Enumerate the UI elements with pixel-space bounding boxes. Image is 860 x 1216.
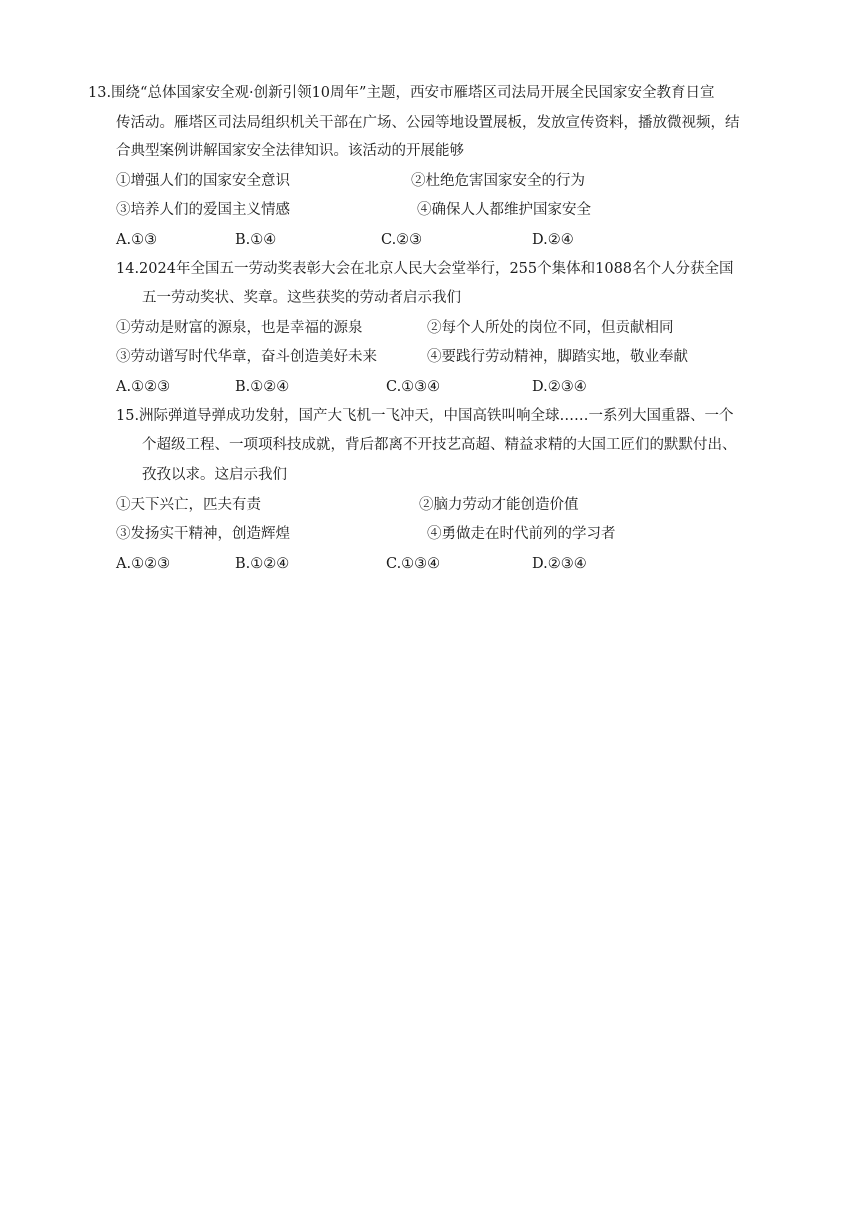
- question-15-choice-c[interactable]: C.①③④: [386, 556, 441, 572]
- question-14-stem-line-2: 五一劳动奖状、奖章。这些获奖的劳动者启示我们: [142, 290, 461, 306]
- question-14-choice-a[interactable]: A.①②③: [116, 379, 171, 395]
- question-14-statement-3: ③劳动谱写时代华章，奋斗创造美好未来: [116, 349, 377, 365]
- question-13-stem-line-1: 13.围绕“总体国家安全观·创新引领10周年”主题，西安市雁塔区司法局开展全民国家安全教育日宣: [88, 85, 715, 101]
- question-13-choice-a[interactable]: A.①③: [116, 232, 158, 248]
- question-15-choice-a[interactable]: A.①②③: [116, 556, 171, 572]
- question-15-statement-4: ④勇做走在时代前列的学习者: [427, 526, 616, 542]
- question-14-statement-2: ②每个人所处的岗位不同，但贡献相同: [427, 320, 674, 336]
- question-15-stem-line-2: 个超级工程、一项项科技成就，背后都离不开技艺高超、精益求精的大国工匠们的默默付出、: [142, 437, 737, 453]
- question-15-statement-1: ①天下兴亡，匹夫有责: [116, 497, 261, 513]
- question-15-stem-line-3: 孜孜以求。这启示我们: [142, 467, 287, 483]
- question-14-statement-1: ①劳动是财富的源泉，也是幸福的源泉: [116, 320, 363, 336]
- question-14-choice-c[interactable]: C.①③④: [386, 379, 441, 395]
- question-13-statement-3: ③培养人们的爱国主义情感: [116, 202, 290, 218]
- question-14-choice-b[interactable]: B.①②④: [235, 379, 290, 395]
- question-15-statement-2: ②脑力劳动才能创造价值: [419, 497, 579, 513]
- question-13-statement-2: ②杜绝危害国家安全的行为: [411, 173, 585, 189]
- question-14-stem-line-1: 14.2024年全国五一劳动奖表彰大会在北京人民大会堂举行，255个集体和1088名个人分获全国: [116, 261, 734, 277]
- question-13-stem-line-2: 传活动。雁塔区司法局组织机关干部在广场、公园等地设置展板，发放宣传资料，播放微视频，结: [116, 115, 740, 131]
- question-13-choice-c[interactable]: C.②③: [381, 232, 423, 248]
- question-13-stem-line-3: 合典型案例讲解国家安全法律知识。该活动的开展能够: [116, 143, 464, 159]
- question-14-statement-4: ④要践行劳动精神，脚踏实地，敬业奉献: [427, 349, 688, 365]
- question-13-statement-4: ④确保人人都维护国家安全: [417, 202, 591, 218]
- question-14-choice-d[interactable]: D.②③④: [532, 379, 587, 395]
- question-15-stem-line-1: 15.洲际弹道导弹成功发射，国产大飞机一飞冲天，中国高铁叫响全球……一系列大国重器、一个: [116, 408, 734, 424]
- question-13-choice-b[interactable]: B.①④: [235, 232, 277, 248]
- question-15-statement-3: ③发扬实干精神，创造辉煌: [116, 526, 290, 542]
- question-13-choice-d[interactable]: D.②④: [532, 232, 574, 248]
- question-15-choice-b[interactable]: B.①②④: [235, 556, 290, 572]
- question-13-statement-1: ①增强人们的国家安全意识: [116, 173, 290, 189]
- question-15-choice-d[interactable]: D.②③④: [532, 556, 587, 572]
